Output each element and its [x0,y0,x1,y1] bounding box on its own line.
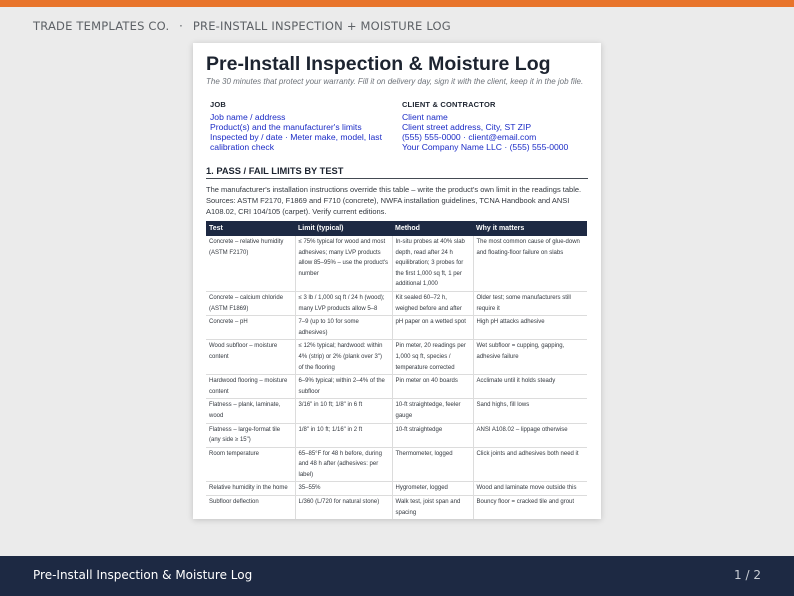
client-heading: CLIENT & CONTRACTOR [401,100,496,109]
table-cell: 3/16" in 10 ft; 1/8" in 6 ft [295,399,392,423]
table-cell: The most common cause of glue-down and floating-floor failure on slabs [473,236,587,291]
table-cell: L/360 (L/720 for natural stone) [295,496,392,519]
table-header-row [206,221,587,236]
table-row [206,423,587,447]
job-line: Job name / address [210,112,286,122]
footer-title: Pre-Install Inspection & Moisture Log [33,568,253,582]
column-header: Test [206,221,295,236]
job-heading: JOB [210,100,227,109]
table-cell: Concrete – pH [206,316,295,340]
table-row [206,291,587,315]
table-cell: 1/8" in 10 ft; 1/16" in 2 ft [295,423,392,447]
table-cell: Room temperature [206,447,295,482]
table-cell: High pH attacks adhesive [473,316,587,340]
table-cell: Wet subfloor = cupping, gapping, adhesive failure [473,340,587,375]
header-breadcrumb [33,19,451,33]
table-cell: ≤ 75% typical for wood and most adhesives; many LVP products allow 85–95% – use the product's number [295,236,392,291]
table-row [206,340,587,375]
table-cell: 6–9% typical; within 2–4% of the subfloor [295,375,392,399]
document-name: PRE-INSTALL INSPECTION + MOISTURE LOG [192,19,451,33]
table-cell: Click joints and adhesives both need it [473,447,587,482]
document-title: Pre-Install Inspection & Moisture Log [206,53,551,75]
table-cell: Hardwood flooring – moisture content [206,375,295,399]
brand-name: TRADE TEMPLATES CO. [33,19,170,33]
table-cell: Pin meter on 40 boards [392,375,473,399]
table-cell: ≤ 3 lb / 1,000 sq ft / 24 h (wood); many LVP products allow 5–8 [295,291,392,315]
client-line: Your Company Name LLC · (555) 555-0000 [401,142,569,152]
table-cell: Subfloor deflection [206,496,295,519]
table-cell: Sand highs, fill lows [473,399,587,423]
client-line: Client street address, City, ST ZIP [401,122,532,132]
column-header: Limit (typical) [295,221,392,236]
table-cell: Concrete – relative humidity (ASTM F2170) [206,236,295,291]
table-cell: Older test; some manufacturers still require it [473,291,587,315]
page-indicator: 1 / 2 [734,568,761,582]
job-line: calibration check [210,142,275,152]
document-subtitle: The 30 minutes that protect your warranty. Fill it on delivery day, sign it with the client, keep it in the job file. [206,77,584,86]
table-cell: Flatness – plank, laminate, wood [206,399,295,423]
table-cell: Kit sealed 60–72 h, weighed before and after [392,291,473,315]
client-info [402,100,588,152]
breadcrumb-separator: · [179,19,184,33]
job-line: Inspected by / date · Meter make, model, last [210,132,382,142]
client-line: Client name [401,112,448,122]
table-cell: Thermometer, logged [392,447,473,482]
section-title: 1. PASS / FAIL LIMITS BY TEST [206,166,588,179]
table-cell: Flatness – large-format tile (any side ≥ 15") [206,423,295,447]
table-row [206,316,587,340]
job-info [210,100,402,152]
table-row [206,375,587,399]
table-cell: Concrete – calcium chloride (ASTM F1869) [206,291,295,315]
job-line: Product(s) and the manufacturer's limits [210,122,362,132]
table-cell: ≤ 12% typical; hardwood: within 4% (strip) or 2% (plank over 3") of the flooring [295,340,392,375]
table-row [206,496,587,519]
table-cell: Pin meter, 20 readings per 1,000 sq ft, species / temperature corrected [392,340,473,375]
table-cell: Walk test, joist span and spacing [392,496,473,519]
table-cell: ANSI A108.02 – lippage otherwise [473,423,587,447]
footer-bar [0,556,794,596]
table-cell: Wood subfloor – moisture content [206,340,295,375]
table-row [206,482,587,496]
table-cell: In-situ probes at 40% slab depth, read after 24 h equilibration; 3 probes for the first 1,000 sq ft, 1 per additional 1,000 [392,236,473,291]
table-row [206,236,587,291]
table-cell: Acclimate until it holds steady [473,375,587,399]
document-page [193,43,601,519]
table-cell: 65–85°F for 48 h before, during and 48 h after (adhesives: per label) [295,447,392,482]
table-cell: Hygrometer, logged [392,482,473,496]
limits-table [206,221,587,519]
table-cell: Relative humidity in the home [206,482,295,496]
column-header: Method [392,221,473,236]
client-line: (555) 555-0000 · client@email.com [401,132,537,142]
table-cell: 7–9 (up to 10 for some adhesives) [295,316,392,340]
table-cell: Wood and laminate move outside this [473,482,587,496]
column-header: Why it matters [473,221,587,236]
table-cell: 10-ft straightedge [392,423,473,447]
table-cell: 35–55% [295,482,392,496]
section-body: The manufacturer's installation instructions override this table – write the product's own limit in the readings table. Sources: ASTM F2170, F1869 and F710 (concrete), NWFA installation guidelines, TCNA Handbook and ANSI A108.02, CRI 104/105 (carpet). Verify current editions. [206,185,582,216]
table-cell: pH paper on a wetted spot [392,316,473,340]
info-block [206,100,588,152]
table-cell: 10-ft straightedge, feeler gauge [392,399,473,423]
table-row [206,399,587,423]
table-row [206,447,587,482]
table-cell: Bouncy floor = cracked tile and grout [473,496,587,519]
accent-bar [0,0,794,7]
